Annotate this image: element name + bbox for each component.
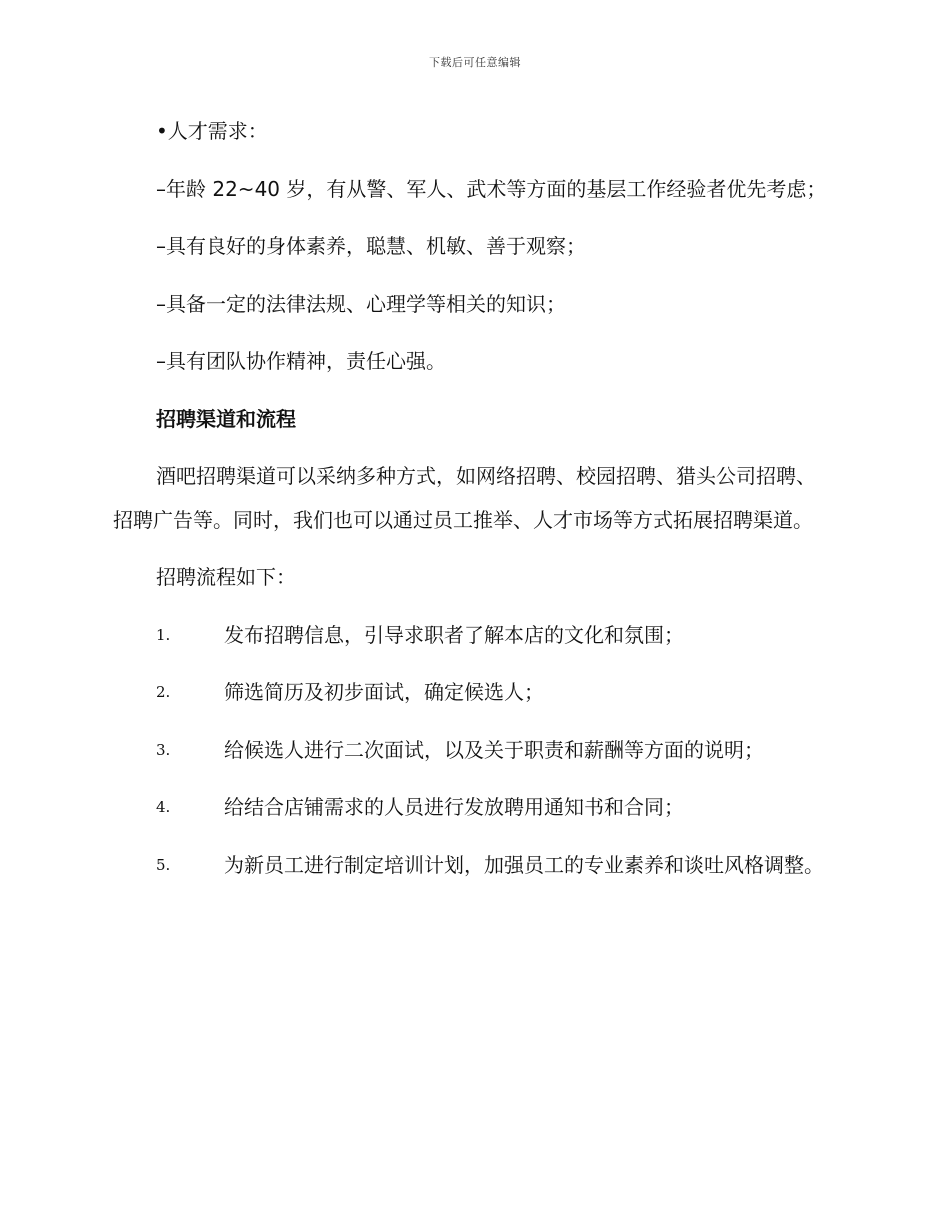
process-step — [113, 844, 835, 888]
step-text: 发布招聘信息，引导求职者了解本店的文化和氛围； — [224, 622, 684, 647]
talent-requirements-heading: •人才需求： — [156, 119, 268, 143]
document-body — [113, 110, 835, 901]
step-number: 5. — [156, 855, 171, 874]
step-text: 为新员工进行制定培训计划，加强员工的专业素养和谈吐风格调整。 — [224, 852, 824, 877]
process-label: 招聘流程如下： — [156, 565, 296, 589]
process-step — [113, 614, 835, 658]
talent-requirement-item: –具备一定的法律法规、心理学等相关的知识； — [156, 291, 566, 316]
process-step — [113, 786, 835, 830]
recruitment-intro-paragraph: 酒吧招聘渠道可以采纳多种方式，如网络招聘、校园招聘、猎头公司招聘、招聘广告等。同时，我们也可以通过员工推举、人才市场等方式拓展招聘渠道。 — [113, 464, 816, 532]
process-step — [113, 671, 835, 715]
step-number: 3. — [156, 740, 171, 759]
step-number: 1. — [156, 625, 171, 644]
step-text: 给候选人进行二次面试，以及关于职责和薪酬等方面的说明； — [224, 737, 764, 762]
step-number: 4. — [156, 798, 171, 816]
section-title: 招聘渠道和流程 — [156, 406, 296, 431]
talent-requirement-item: –具有团队协作精神，责任心强。 — [156, 349, 446, 373]
talent-requirement-item: –年龄 22~40 岁，有从警、军人、武术等方面的基层工作经验者优先考虑； — [156, 176, 827, 201]
step-number: 2. — [156, 683, 171, 701]
page-header: 下载后可任意编辑 — [429, 56, 521, 69]
talent-requirement-item: –具有良好的身体素养，聪慧、机敏、善于观察； — [156, 234, 586, 258]
process-step — [113, 729, 835, 773]
step-text: 筛选简历及初步面试，确定候选人； — [224, 680, 544, 704]
step-text: 给结合店铺需求的人员进行发放聘用通知书和合同； — [224, 795, 684, 819]
